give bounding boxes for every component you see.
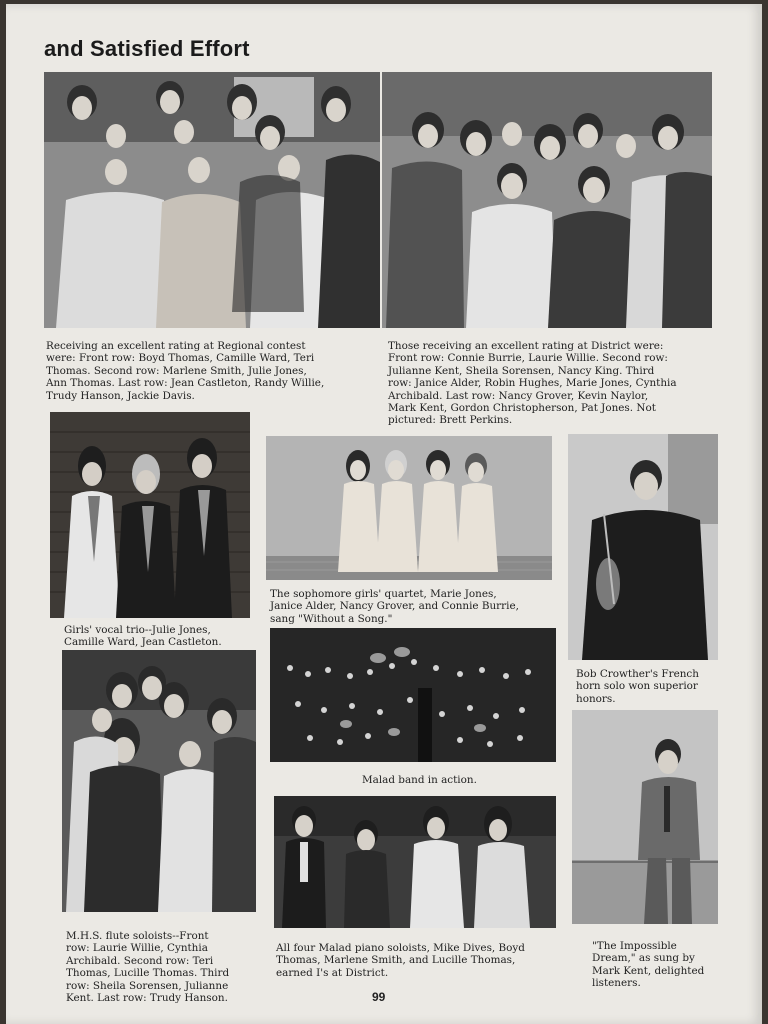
photo-flute-soloists xyxy=(62,650,256,912)
photo-band-in-action xyxy=(270,628,556,762)
photo-piano-soloists xyxy=(274,796,556,928)
photo-vocal-trio xyxy=(50,412,250,618)
caption-band: Malad band in action. xyxy=(362,774,477,786)
caption-quartet: The sophomore girls' quartet, Marie Jones, Janice Alder, Nancy Grover, and Connie Burrie, sang "Without a Song." xyxy=(270,588,519,625)
caption-district: Those receiving an excellent rating at District were: Front row: Connie Burrie, Laurie Willie. Second row: Julianne Kent, Sheila Sorensen, Nancy King. Third row: Janice Alder, Robin Hughes, Marie Jones, Cynthia Archibald. Last row: Nancy Grover, Kevin Naylor, Mark Kent, Gordon Christopherson, Pat Jones. Not pictured: Brett Perkins. xyxy=(388,340,677,427)
caption-trio: Girls' vocal trio--Julie Jones, Camille Ward, Jean Castleton. xyxy=(64,624,222,649)
photo-district-group xyxy=(382,72,712,328)
photo-french-horn-soloist xyxy=(568,434,718,660)
photo-regional-group xyxy=(44,72,380,328)
caption-dream: "The Impossible Dream," as sung by Mark Kent, delighted listeners. xyxy=(592,940,705,990)
page-number: 99 xyxy=(372,990,386,1004)
photo-impossible-dream-singer xyxy=(572,710,718,924)
caption-horn: Bob Crowther's French horn solo won superior honors. xyxy=(576,668,699,705)
page-headline: and Satisfied Effort xyxy=(44,36,250,61)
caption-flute: M.H.S. flute soloists--Front row: Laurie Willie, Cynthia Archibald. Second row: Teri Thomas, Lucille Thomas. Third row: Sheila Sorensen, Julianne Kent. Last row: Trudy Hanson. xyxy=(66,930,230,1005)
caption-regional: Receiving an excellent rating at Regional contest were: Front row: Boyd Thomas, Camille Ward, Teri Thomas. Second row: Marlene Smith, Julie Jones, Ann Thomas. Last row: Jean Castleton, Randy Willie, Trudy Hanson, Jackie Davis. xyxy=(46,340,325,402)
photo-sophomore-quartet xyxy=(266,436,552,580)
caption-piano: All four Malad piano soloists, Mike Dives, Boyd Thomas, Marlene Smith, and Lucille Thomas, earned I's at District. xyxy=(276,942,525,979)
yearbook-page xyxy=(6,4,762,1024)
